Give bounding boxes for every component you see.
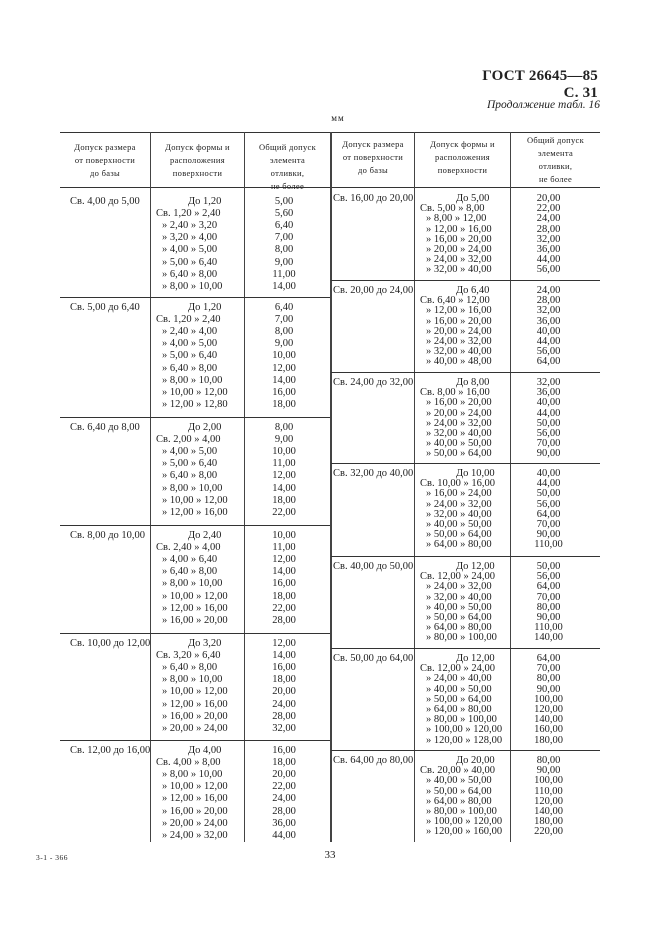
form-tolerance-range: » 120,00 » 160,00 bbox=[426, 826, 503, 838]
form-tolerance-range: » 40,00 » 48,00 bbox=[426, 356, 492, 368]
group-divider bbox=[331, 372, 600, 373]
total-tolerance-value: 90,00 bbox=[536, 612, 561, 623]
form-tolerance-range: » 24,00 » 40,00 bbox=[426, 673, 492, 685]
total-tolerance-value: 70,00 bbox=[536, 438, 561, 450]
total-tolerance-value: 90,00 bbox=[536, 765, 561, 777]
total-tolerance-value: 14,00 bbox=[272, 566, 296, 578]
form-tolerance-range: Св. 10,00 » 16,00 bbox=[420, 478, 495, 490]
form-tolerance-range: » 32,00 » 40,00 bbox=[426, 264, 492, 276]
total-tolerance-value: 56,00 bbox=[536, 264, 561, 276]
column-divider bbox=[414, 132, 415, 842]
total-tolerance-value: 180,00 bbox=[534, 816, 563, 828]
total-tolerance-value: 12,00 bbox=[272, 470, 296, 482]
total-tolerance-value: 24,00 bbox=[536, 213, 561, 225]
form-tolerance-range: До 1,20 bbox=[188, 196, 222, 207]
form-tolerance-range: » 6,40 » 8,00 bbox=[162, 268, 218, 280]
total-tolerance-value: 32,00 bbox=[536, 377, 561, 388]
form-tolerance-range: » 64,00 » 80,00 bbox=[426, 704, 492, 715]
group-divider bbox=[331, 280, 600, 281]
total-tolerance-value: 140,00 bbox=[534, 632, 563, 644]
form-tolerance-range: До 12,00 bbox=[456, 561, 495, 572]
form-tolerance-range: » 40,00 » 50,00 bbox=[426, 601, 492, 613]
form-tolerance-range: » 32,00 » 40,00 bbox=[426, 591, 492, 603]
form-tolerance-range: » 32,00 » 40,00 bbox=[426, 346, 492, 358]
group-divider bbox=[60, 297, 330, 298]
form-tolerance-range: До 5,00 bbox=[456, 193, 490, 204]
form-tolerance-range: До 6,40 bbox=[456, 285, 490, 296]
total-tolerance-value: 56,00 bbox=[536, 571, 561, 583]
total-tolerance-value: 11,00 bbox=[272, 458, 296, 470]
form-tolerance-range: » 50,00 » 64,00 bbox=[426, 529, 492, 541]
total-tolerance-value: 64,00 bbox=[536, 356, 561, 368]
form-tolerance-range: » 10,00 » 12,00 bbox=[162, 590, 228, 602]
form-tolerance-range: » 20,00 » 24,00 bbox=[162, 817, 228, 829]
group-divider bbox=[60, 525, 330, 526]
total-tolerance-value: 100,00 bbox=[534, 693, 563, 705]
form-tolerance-range: » 16,00 » 20,00 bbox=[426, 315, 492, 327]
form-tolerance-range: » 10,00 » 12,00 bbox=[162, 494, 228, 506]
total-tolerance-value: 8,00 bbox=[274, 326, 294, 338]
form-tolerance-range: » 12,00 » 12,80 bbox=[162, 398, 228, 410]
form-tolerance-range: До 20,00 bbox=[456, 755, 495, 766]
total-tolerance-value: 50,00 bbox=[536, 417, 561, 429]
form-tolerance-range: До 1,20 bbox=[188, 302, 222, 313]
form-tolerance-range: » 8,00 » 10,00 bbox=[162, 769, 223, 781]
form-tolerance-range: Св. 6,40 » 12,00 bbox=[420, 295, 490, 307]
total-tolerance-value: 18,00 bbox=[272, 757, 296, 769]
col-header-total-tolerance bbox=[245, 141, 330, 193]
header-line: Допуск размера bbox=[74, 142, 136, 152]
header-line: Допуск формы и bbox=[165, 142, 230, 152]
total-tolerance-value: 64,00 bbox=[536, 653, 561, 664]
form-tolerance-range: » 80,00 » 100,00 bbox=[426, 632, 497, 644]
header-line: отливки, bbox=[270, 168, 305, 178]
form-tolerance-range: До 12,00 bbox=[456, 653, 495, 664]
form-tolerance-range: » 8,00 » 10,00 bbox=[162, 374, 223, 386]
col-header-total-tolerance bbox=[511, 134, 600, 186]
form-tolerance-range: » 80,00 » 100,00 bbox=[426, 714, 497, 726]
header-line: Допуск размера bbox=[342, 139, 404, 149]
form-tolerance-range: » 24,00 » 32,00 bbox=[426, 498, 492, 510]
form-tolerance-range: » 24,00 » 32,00 bbox=[426, 581, 492, 593]
total-tolerance-value: 110,00 bbox=[534, 539, 563, 551]
total-tolerance-value: 32,00 bbox=[272, 722, 296, 734]
total-tolerance-value: 12,00 bbox=[272, 638, 296, 649]
unit-label: мм bbox=[331, 113, 345, 123]
total-tolerance-value: 160,00 bbox=[534, 724, 563, 736]
form-tolerance-range: Св. 2,00 » 4,00 bbox=[156, 434, 221, 446]
total-tolerance-value: 28,00 bbox=[272, 614, 296, 626]
total-tolerance-value: 36,00 bbox=[272, 817, 296, 829]
form-tolerance-range: До 8,00 bbox=[456, 377, 490, 388]
header-line: расположения bbox=[170, 155, 225, 165]
total-tolerance-value: 28,00 bbox=[272, 710, 296, 722]
total-tolerance-value: 64,00 bbox=[536, 581, 561, 593]
form-tolerance-range: » 2,40 » 4,00 bbox=[162, 326, 218, 338]
total-tolerance-value: 14,00 bbox=[272, 374, 296, 386]
form-tolerance-range: » 12,00 » 16,00 bbox=[162, 602, 228, 614]
total-tolerance-value: 44,00 bbox=[536, 407, 561, 419]
total-tolerance-value: 56,00 bbox=[536, 498, 561, 510]
header-line: расположения bbox=[435, 152, 490, 162]
total-tolerance-value: 9,00 bbox=[274, 338, 294, 350]
form-tolerance-range: До 2,40 bbox=[188, 530, 222, 541]
total-tolerance-value: 14,00 bbox=[272, 482, 296, 494]
form-tolerance-range: » 12,00 » 16,00 bbox=[162, 506, 228, 518]
total-tolerance-value: 32,00 bbox=[536, 305, 561, 317]
total-tolerance-value: 9,00 bbox=[274, 256, 294, 268]
total-tolerance-value: 40,00 bbox=[536, 468, 561, 479]
header-line: элемента bbox=[537, 148, 574, 158]
group-divider bbox=[331, 463, 600, 464]
total-tolerance-value: 9,00 bbox=[274, 434, 294, 446]
total-tolerance-value: 80,00 bbox=[536, 755, 561, 766]
form-tolerance-range: » 6,40 » 8,00 bbox=[162, 662, 218, 674]
total-tolerance-value: 120,00 bbox=[534, 795, 563, 807]
total-tolerance-value: 16,00 bbox=[272, 386, 296, 398]
form-tolerance-range: » 20,00 » 24,00 bbox=[426, 325, 492, 337]
form-tolerance-range: » 10,00 » 12,00 bbox=[162, 386, 228, 398]
form-tolerance-range: Св. 1,20 » 2,40 bbox=[156, 208, 221, 220]
standard-header: ГОСТ 26645—85 С. 31 bbox=[482, 68, 598, 101]
form-tolerance-range: Св. 4,00 » 8,00 bbox=[156, 757, 221, 769]
total-tolerance-value: 10,00 bbox=[272, 350, 296, 362]
total-tolerance-value: 28,00 bbox=[272, 805, 296, 817]
form-tolerance-range: » 16,00 » 20,00 bbox=[426, 397, 492, 409]
group-label: Св. 16,00 до 20,00 bbox=[333, 193, 414, 204]
form-tolerance-range: » 12,00 » 16,00 bbox=[426, 305, 492, 317]
form-tolerance-range: » 120,00 » 128,00 bbox=[426, 734, 503, 746]
total-tolerance-value: 80,00 bbox=[536, 673, 561, 685]
total-tolerance-value: 14,00 bbox=[272, 280, 296, 292]
total-tolerance-value: 5,60 bbox=[274, 208, 294, 220]
group-label: Св. 5,00 до 6,40 bbox=[70, 302, 140, 313]
total-tolerance-value: 18,00 bbox=[272, 494, 296, 506]
form-tolerance-range: » 4,00 » 6,40 bbox=[162, 554, 218, 566]
header-line: поверхности bbox=[172, 168, 223, 178]
form-tolerance-range: » 24,00 » 32,00 bbox=[162, 829, 228, 841]
form-tolerance-range: » 40,00 » 50,00 bbox=[426, 683, 492, 695]
total-tolerance-value: 36,00 bbox=[536, 315, 561, 327]
col-header-form-tolerance bbox=[151, 141, 244, 180]
form-tolerance-range: » 10,00 » 12,00 bbox=[162, 781, 228, 793]
group-label: Св. 10,00 до 12,00 bbox=[70, 638, 151, 649]
total-tolerance-value: 44,00 bbox=[272, 829, 296, 841]
header-line: Общий допуск bbox=[526, 135, 585, 145]
total-tolerance-value: 14,00 bbox=[272, 650, 296, 662]
form-tolerance-range: » 6,40 » 8,00 bbox=[162, 470, 218, 482]
form-tolerance-range: » 24,00 » 32,00 bbox=[426, 254, 492, 266]
form-tolerance-range: » 5,00 » 6,40 bbox=[162, 350, 218, 362]
header-line: от поверхности bbox=[342, 152, 404, 162]
form-tolerance-range: » 50,00 » 64,00 bbox=[426, 448, 492, 460]
form-tolerance-range: » 4,00 » 5,00 bbox=[162, 338, 218, 350]
total-tolerance-value: 100,00 bbox=[534, 775, 563, 787]
form-tolerance-range: » 20,00 » 24,00 bbox=[426, 407, 492, 419]
form-tolerance-range: » 16,00 » 20,00 bbox=[162, 805, 228, 817]
form-tolerance-range: » 50,00 » 64,00 bbox=[426, 785, 492, 797]
group-label: Св. 8,00 до 10,00 bbox=[70, 530, 146, 541]
total-tolerance-value: 11,00 bbox=[272, 268, 296, 280]
header-line: элемента bbox=[269, 155, 306, 165]
total-tolerance-value: 90,00 bbox=[536, 448, 561, 460]
total-tolerance-value: 7,00 bbox=[274, 232, 294, 244]
column-divider bbox=[150, 132, 151, 842]
total-tolerance-value: 8,00 bbox=[274, 244, 294, 256]
header-line: не более bbox=[270, 181, 305, 191]
form-tolerance-range: » 6,40 » 8,00 bbox=[162, 566, 218, 578]
total-tolerance-value: 24,00 bbox=[536, 285, 561, 296]
total-tolerance-value: 70,00 bbox=[536, 663, 561, 675]
form-tolerance-range: » 4,00 » 5,00 bbox=[162, 446, 218, 458]
group-label: Св. 50,00 до 64,00 bbox=[333, 653, 414, 664]
total-tolerance-value: 22,00 bbox=[272, 602, 296, 614]
total-tolerance-value: 20,00 bbox=[272, 686, 296, 698]
total-tolerance-value: 36,00 bbox=[536, 244, 561, 255]
total-tolerance-value: 44,00 bbox=[536, 478, 561, 490]
form-tolerance-range: » 40,00 » 50,00 bbox=[426, 519, 492, 530]
total-tolerance-value: 70,00 bbox=[536, 591, 561, 603]
header-line: до базы bbox=[90, 168, 120, 178]
total-tolerance-value: 18,00 bbox=[272, 674, 296, 686]
header-line: до базы bbox=[358, 165, 388, 175]
group-divider bbox=[60, 740, 330, 741]
form-tolerance-range: » 20,00 » 24,00 bbox=[426, 244, 492, 255]
form-tolerance-range: » 100,00 » 120,00 bbox=[426, 816, 503, 828]
group-divider bbox=[331, 750, 600, 751]
total-tolerance-value: 140,00 bbox=[534, 714, 563, 726]
form-tolerance-range: » 8,00 » 10,00 bbox=[162, 578, 223, 590]
form-tolerance-range: » 6,40 » 8,00 bbox=[162, 362, 218, 374]
total-tolerance-value: 5,00 bbox=[274, 196, 294, 207]
form-tolerance-range: » 16,00 » 20,00 bbox=[426, 233, 492, 245]
form-tolerance-range: До 3,20 bbox=[188, 638, 222, 649]
form-tolerance-range: Св. 8,00 » 16,00 bbox=[420, 387, 490, 399]
header-line: Общий допуск bbox=[258, 142, 317, 152]
total-tolerance-value: 8,00 bbox=[274, 422, 294, 433]
form-tolerance-range: » 32,00 » 40,00 bbox=[426, 508, 492, 520]
form-tolerance-range: Св. 5,00 » 8,00 bbox=[420, 203, 485, 215]
form-tolerance-range: » 16,00 » 24,00 bbox=[426, 488, 492, 500]
total-tolerance-value: 120,00 bbox=[534, 704, 563, 715]
page-number: 33 bbox=[324, 849, 336, 861]
form-tolerance-range: » 12,00 » 16,00 bbox=[162, 698, 228, 710]
total-tolerance-value: 220,00 bbox=[534, 826, 563, 838]
group-divider bbox=[60, 633, 330, 634]
column-divider-center bbox=[330, 132, 332, 842]
form-tolerance-range: » 64,00 » 80,00 bbox=[426, 622, 492, 634]
total-tolerance-value: 110,00 bbox=[534, 785, 563, 797]
total-tolerance-value: 90,00 bbox=[536, 683, 561, 695]
form-tolerance-range: » 8,00 » 10,00 bbox=[162, 482, 223, 494]
col-header-dim-tolerance bbox=[60, 141, 150, 180]
total-tolerance-value: 22,00 bbox=[272, 781, 296, 793]
form-tolerance-range: » 16,00 » 20,00 bbox=[162, 614, 228, 626]
form-tolerance-range: » 2,40 » 3,20 bbox=[162, 220, 218, 232]
form-tolerance-range: Св. 12,00 » 24,00 bbox=[420, 571, 495, 583]
form-tolerance-range: » 8,00 » 12,00 bbox=[426, 213, 487, 225]
col-header-dim-tolerance bbox=[332, 138, 414, 177]
total-tolerance-value: 56,00 bbox=[536, 428, 561, 439]
form-tolerance-range: Св. 12,00 » 24,00 bbox=[420, 663, 495, 675]
form-tolerance-range: » 24,00 » 32,00 bbox=[426, 336, 492, 347]
total-tolerance-value: 22,00 bbox=[272, 506, 296, 518]
form-tolerance-range: Св. 20,00 » 40,00 bbox=[420, 765, 495, 777]
group-label: Св. 64,00 до 80,00 bbox=[333, 755, 414, 766]
form-tolerance-range: » 24,00 » 32,00 bbox=[426, 417, 492, 429]
total-tolerance-value: 12,00 bbox=[272, 362, 296, 374]
total-tolerance-value: 28,00 bbox=[536, 223, 561, 235]
form-tolerance-range: » 40,00 » 50,00 bbox=[426, 438, 492, 450]
group-label: Св. 4,00 до 5,00 bbox=[70, 196, 140, 207]
form-tolerance-range: До 2,00 bbox=[188, 422, 222, 433]
total-tolerance-value: 32,00 bbox=[536, 233, 561, 245]
form-tolerance-range: » 64,00 » 80,00 bbox=[426, 795, 492, 807]
total-tolerance-value: 10,00 bbox=[272, 530, 296, 541]
total-tolerance-value: 44,00 bbox=[536, 254, 561, 266]
group-label: Св. 20,00 до 24,00 bbox=[333, 285, 414, 296]
total-tolerance-value: 16,00 bbox=[272, 662, 296, 674]
form-tolerance-range: » 3,20 » 4,00 bbox=[162, 232, 218, 244]
header-line: от поверхности bbox=[74, 155, 136, 165]
form-tolerance-range: » 12,00 » 16,00 bbox=[426, 223, 492, 235]
header-line: поверхности bbox=[437, 165, 488, 175]
total-tolerance-value: 44,00 bbox=[536, 336, 561, 347]
form-tolerance-range: » 32,00 » 40,00 bbox=[426, 428, 492, 439]
form-tolerance-range: » 5,00 » 6,40 bbox=[162, 458, 218, 470]
group-label: Св. 24,00 до 32,00 bbox=[333, 377, 414, 388]
form-tolerance-range: » 40,00 » 50,00 bbox=[426, 775, 492, 787]
total-tolerance-value: 80,00 bbox=[536, 601, 561, 613]
total-tolerance-value: 50,00 bbox=[536, 561, 561, 572]
form-tolerance-range: » 16,00 » 20,00 bbox=[162, 710, 228, 722]
header-line: Допуск формы и bbox=[430, 139, 495, 149]
total-tolerance-value: 140,00 bbox=[534, 806, 563, 817]
form-tolerance-range: » 4,00 » 5,00 bbox=[162, 244, 218, 256]
form-tolerance-range: » 5,00 » 6,40 bbox=[162, 256, 218, 268]
total-tolerance-value: 18,00 bbox=[272, 590, 296, 602]
total-tolerance-value: 64,00 bbox=[536, 508, 561, 520]
form-tolerance-range: » 100,00 » 120,00 bbox=[426, 724, 503, 736]
form-tolerance-range: » 8,00 » 10,00 bbox=[162, 674, 223, 686]
group-divider bbox=[331, 648, 600, 649]
total-tolerance-value: 24,00 bbox=[272, 793, 296, 805]
total-tolerance-value: 16,00 bbox=[272, 578, 296, 590]
total-tolerance-value: 40,00 bbox=[536, 325, 561, 337]
total-tolerance-value: 11,00 bbox=[272, 542, 296, 554]
total-tolerance-value: 90,00 bbox=[536, 529, 561, 541]
header-line: отливки, bbox=[538, 161, 573, 171]
total-tolerance-value: 22,00 bbox=[536, 203, 561, 215]
form-tolerance-range: До 10,00 bbox=[456, 468, 495, 479]
print-code: 3-1 - 366 bbox=[36, 853, 68, 862]
form-tolerance-range: » 10,00 » 12,00 bbox=[162, 686, 228, 698]
header-line: не более bbox=[538, 174, 573, 184]
group-label: Св. 12,00 до 16,00 bbox=[70, 745, 151, 756]
total-tolerance-value: 40,00 bbox=[536, 397, 561, 409]
group-label: Св. 32,00 до 40,00 bbox=[333, 468, 414, 479]
table-continuation: Продолжение табл. 16 bbox=[487, 99, 600, 111]
total-tolerance-value: 10,00 bbox=[272, 446, 296, 458]
form-tolerance-range: » 20,00 » 24,00 bbox=[162, 722, 228, 734]
total-tolerance-value: 16,00 bbox=[272, 745, 296, 756]
total-tolerance-value: 6,40 bbox=[274, 220, 294, 232]
form-tolerance-range: » 8,00 » 10,00 bbox=[162, 280, 223, 292]
total-tolerance-value: 36,00 bbox=[536, 387, 561, 399]
group-divider bbox=[60, 417, 330, 418]
group-divider bbox=[331, 556, 600, 557]
col-header-form-tolerance bbox=[415, 138, 510, 177]
total-tolerance-value: 18,00 bbox=[272, 398, 296, 410]
total-tolerance-value: 110,00 bbox=[534, 622, 563, 634]
total-tolerance-value: 28,00 bbox=[536, 295, 561, 307]
total-tolerance-value: 6,40 bbox=[274, 302, 294, 313]
total-tolerance-value: 24,00 bbox=[272, 698, 296, 710]
total-tolerance-value: 7,00 bbox=[274, 314, 294, 326]
form-tolerance-range: » 50,00 » 64,00 bbox=[426, 693, 492, 705]
form-tolerance-range: До 4,00 bbox=[188, 745, 222, 756]
form-tolerance-range: Св. 3,20 » 6,40 bbox=[156, 650, 221, 662]
form-tolerance-range: » 64,00 » 80,00 bbox=[426, 539, 492, 551]
total-tolerance-value: 50,00 bbox=[536, 488, 561, 500]
total-tolerance-value: 20,00 bbox=[536, 193, 561, 204]
form-tolerance-range: Св. 2,40 » 4,00 bbox=[156, 542, 221, 554]
total-tolerance-value: 20,00 bbox=[272, 769, 296, 781]
form-tolerance-range: » 50,00 » 64,00 bbox=[426, 612, 492, 623]
form-tolerance-range: » 80,00 » 100,00 bbox=[426, 806, 497, 817]
total-tolerance-value: 12,00 bbox=[272, 554, 296, 566]
total-tolerance-value: 180,00 bbox=[534, 734, 563, 746]
form-tolerance-range: Св. 1,20 » 2,40 bbox=[156, 314, 221, 326]
group-label: Св. 40,00 до 50,00 bbox=[333, 561, 414, 572]
group-label: Св. 6,40 до 8,00 bbox=[70, 422, 140, 433]
total-tolerance-value: 56,00 bbox=[536, 346, 561, 358]
total-tolerance-value: 70,00 bbox=[536, 519, 561, 530]
form-tolerance-range: » 12,00 » 16,00 bbox=[162, 793, 228, 805]
